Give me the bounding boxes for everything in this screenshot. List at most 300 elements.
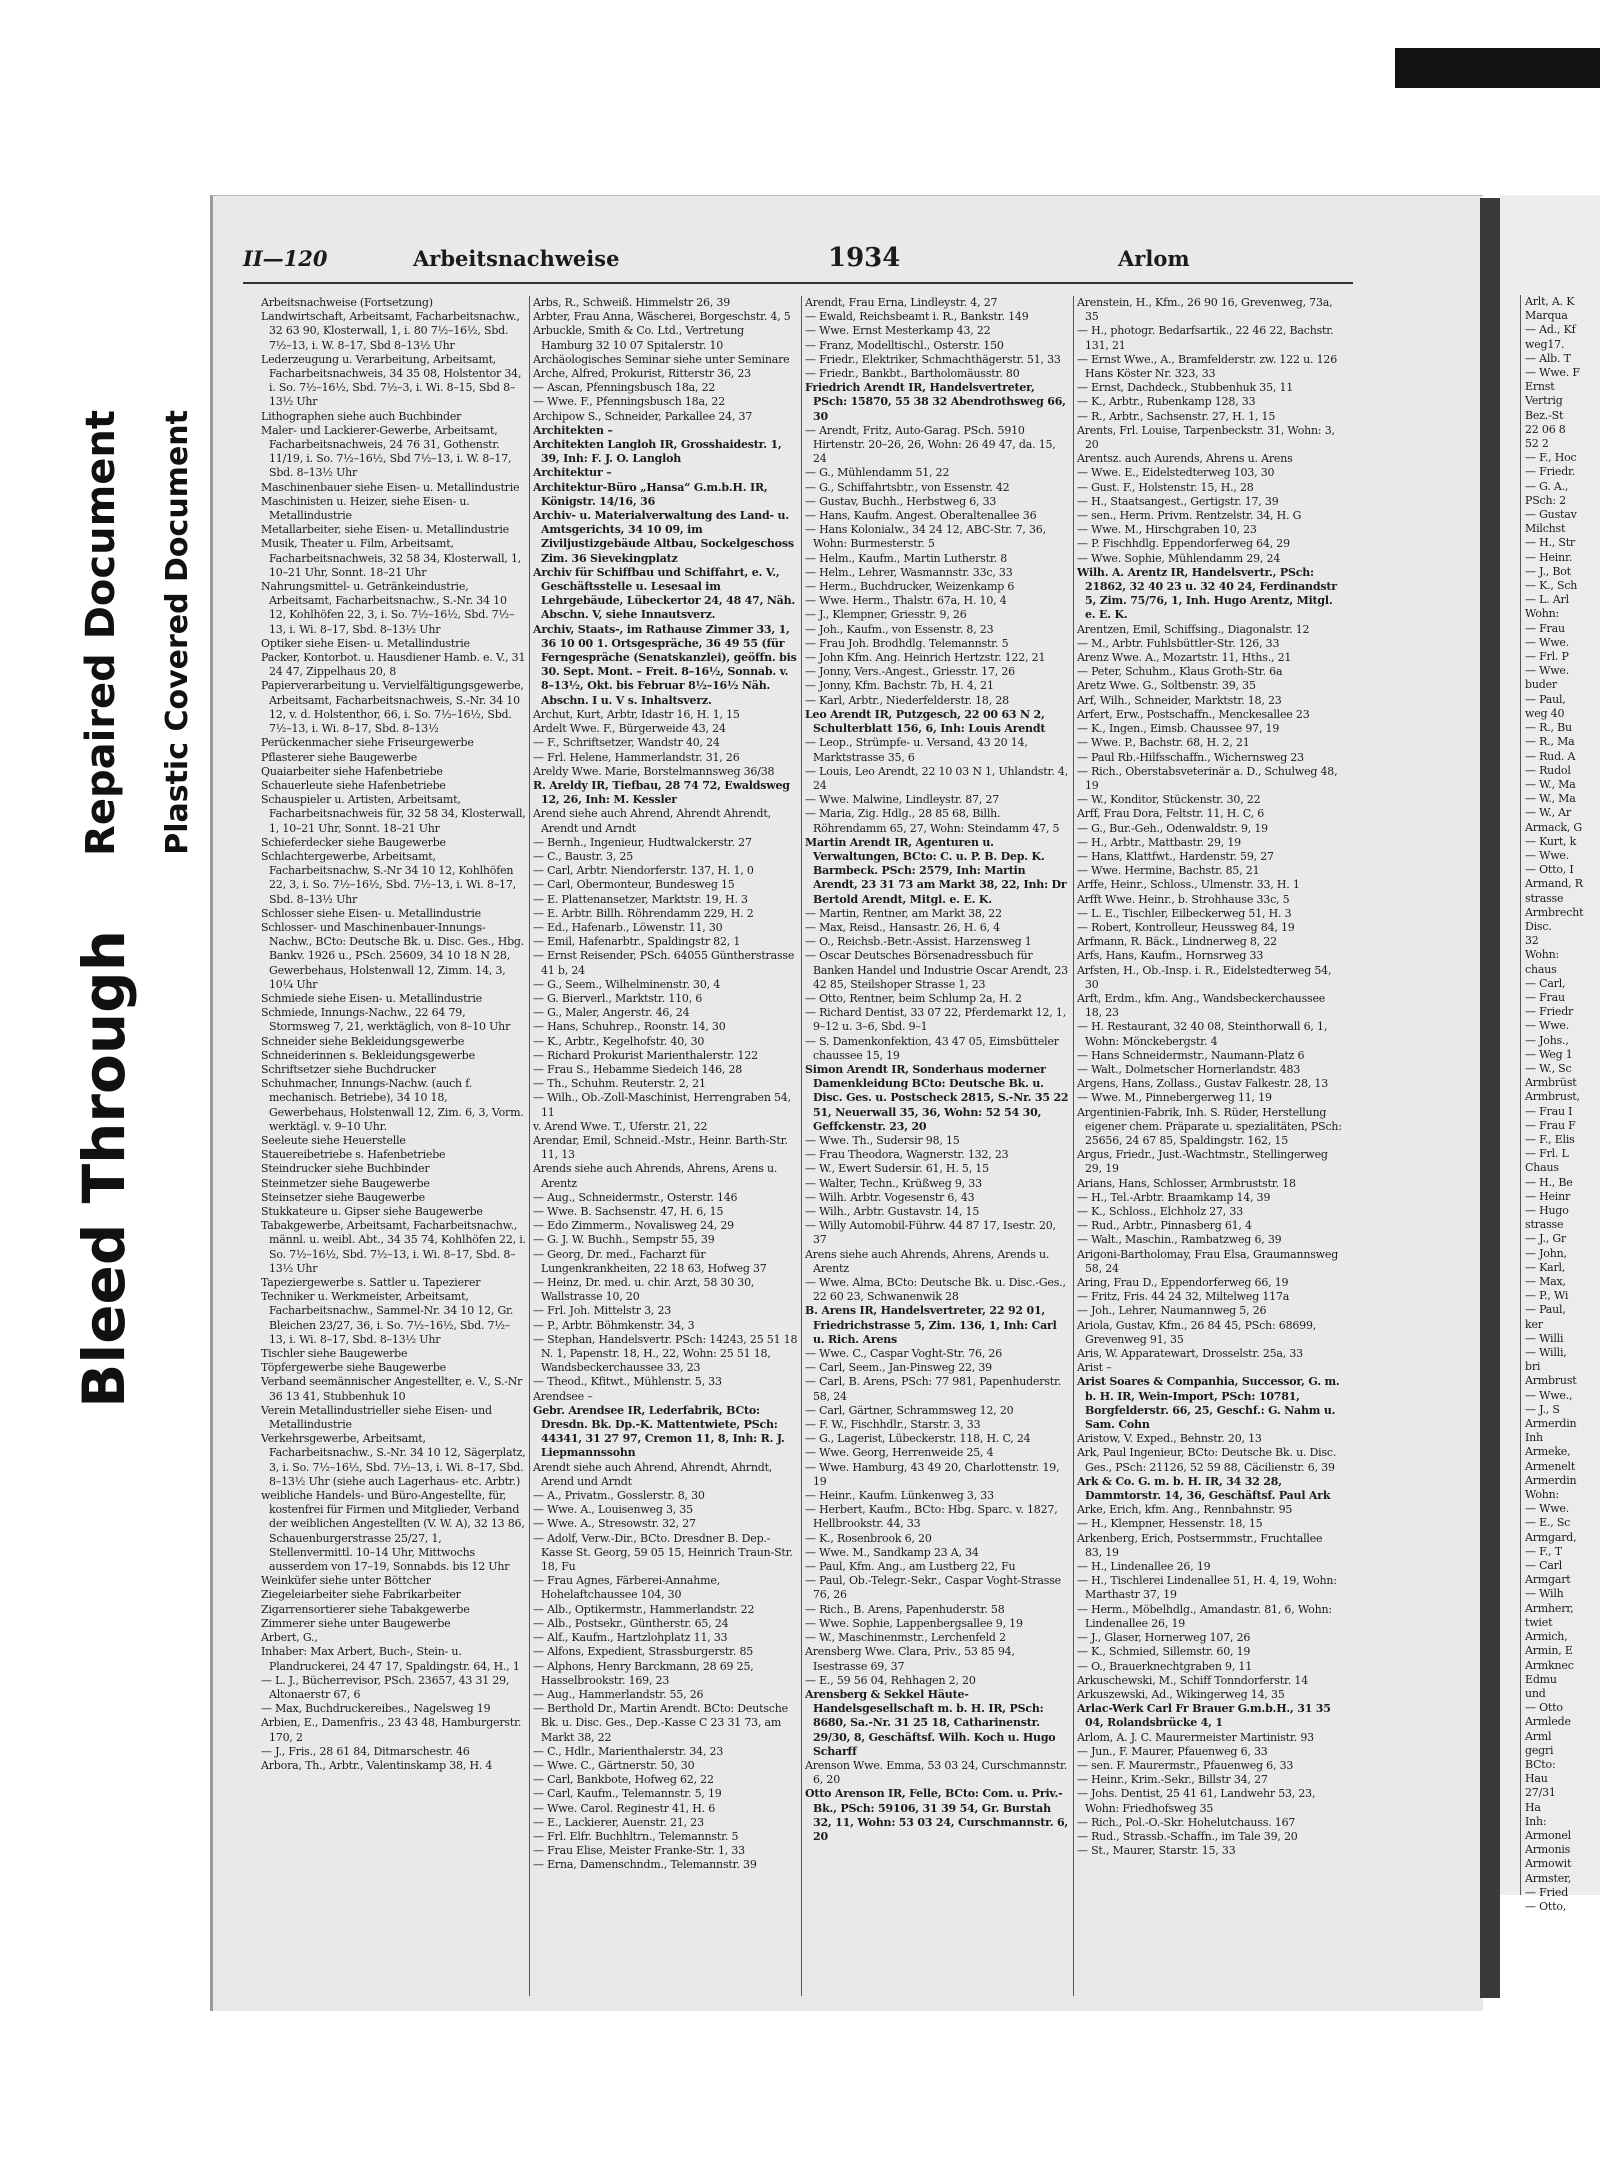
column-divider — [801, 296, 802, 1996]
directory-entry: Arfmann, R. Bäck., Lindnerweg 8, 22 — [1077, 935, 1277, 949]
directory-entry: — Wwe. Hamburg, 43 49 20, Charlottenstr. 19, 19 — [805, 1460, 1060, 1488]
directory-entry: Argens, Hans, Zollass., Gustav Falkestr. 28, 13 — [1077, 1077, 1329, 1091]
directory-entry: Arenz Wwe. A., Mozartstr. 11, Hths., 21 — [1077, 651, 1292, 665]
adjacent-page-line: — Rudol — [1525, 763, 1571, 777]
adjacent-page-line: — F., Hoc — [1525, 451, 1577, 465]
directory-entry: Arents, Frl. Louise, Tarpenbeckstr. 31, Wohn: 3, 20 — [1077, 423, 1335, 452]
directory-entry: Tischler siehe Baugewerbe — [261, 1347, 408, 1361]
adjacent-page-line: — Otto — [1525, 1701, 1563, 1715]
directory-entry: R. Areldy IR, Tiefbau, 28 74 72, Ewaldsweg 12, 26, Inh: M. Kessler — [533, 778, 790, 807]
directory-entry: — Theod., Kfitwt., Mühlenstr. 5, 33 — [533, 1375, 722, 1389]
directory-entry: Perückenmacher siehe Friseurgewerbe — [261, 736, 474, 750]
directory-entry: — Richard Prokurist Marienthalerstr. 122 — [533, 1048, 758, 1062]
directory-entry: — Bernh., Ingenieur, Hudtwalckerstr. 27 — [533, 835, 752, 849]
adjacent-page-line: Milchst — [1525, 522, 1566, 536]
directory-entry: — Martin, Rentner, am Markt 38, 22 — [805, 906, 1002, 920]
directory-entry: — S. Damenkonfektion, 43 47 05, Eimsbütteler chaussee 15, 19 — [805, 1034, 1059, 1062]
directory-entry: Archäologisches Seminar siehe unter Seminare — [533, 352, 790, 366]
directory-entry: Architektur – — [533, 466, 612, 480]
adjacent-page-line: — Willi, — [1525, 1346, 1567, 1360]
directory-entry: — Wwe. M., Pinnebergerweg 11, 19 — [1077, 1091, 1272, 1105]
directory-entry: Stauereibetriebe s. Hafenbetriebe — [261, 1148, 446, 1162]
adjacent-page-line: — Wwe. — [1525, 664, 1570, 678]
adjacent-page-line: — Willi — [1525, 1331, 1564, 1345]
directory-entry: — Carl, Gärtner, Schrammsweg 12, 20 — [805, 1403, 1014, 1417]
adjacent-page-line: — Wwe., — [1525, 1388, 1573, 1402]
directory-entry: — Ewald, Reichsbeamt i. R., Bankstr. 149 — [805, 310, 1029, 324]
adjacent-page-line: — P., Wi — [1525, 1289, 1569, 1303]
adjacent-page-line: Chaus — [1525, 1161, 1559, 1175]
adjacent-page-line: 32 — [1525, 934, 1539, 948]
directory-entry: — Helm., Lehrer, Wasmannstr. 33c, 33 — [805, 565, 1013, 579]
directory-entry: — K., Ingen., Eimsb. Chaussee 97, 19 — [1077, 722, 1280, 736]
adjacent-page-line: Ha — [1525, 1800, 1541, 1814]
directory-entry: Inhaber: Max Arbert, Buch-, Stein- u. Plandruckerei, 24 47 17, Spaldingstr. 64, H., 1 — [261, 1645, 520, 1673]
directory-entry: Schneiderinnen s. Bekleidungsgewerbe — [261, 1048, 475, 1062]
directory-entry: — Rud., Arbtr., Pinnasberg 61, 4 — [1077, 1219, 1252, 1233]
adjacent-page-line: Armonel — [1525, 1828, 1571, 1842]
label-bleed-through: Bleed Through — [70, 930, 138, 1408]
directory-entry: Ariola, Gustav, Kfm., 26 84 45, PSch: 68699, Grevenweg 91, 35 — [1077, 1318, 1317, 1346]
adjacent-page-line: — Friedr — [1525, 1005, 1574, 1019]
adjacent-page-line: — Frau F — [1525, 1118, 1576, 1132]
adjacent-page-line: Armeke, — [1525, 1445, 1571, 1459]
directory-entry: — Wwe. M., Sandkamp 23 A, 34 — [805, 1545, 979, 1559]
label-plastic-covered-document: Plastic Covered Document — [160, 410, 195, 855]
directory-entry: — H., Tel.-Arbtr. Braamkamp 14, 39 — [1077, 1190, 1271, 1204]
adjacent-page-line: Disc. — [1525, 919, 1552, 933]
directory-entry: — G., Bur.-Geh., Odenwaldstr. 9, 19 — [1077, 821, 1268, 835]
directory-entry: — G., Mühlendamm 51, 22 — [805, 466, 950, 480]
directory-entry: Architekten – — [533, 423, 613, 437]
adjacent-page-line: strasse — [1525, 891, 1564, 905]
adjacent-page-line: — Frl. P — [1525, 650, 1569, 664]
directory-entry: — F., Schriftsetzer, Wandstr 40, 24 — [533, 736, 720, 750]
directory-entry: — Karl, Arbtr., Niederfelderstr. 18, 28 — [805, 693, 1009, 707]
directory-entry: Packer, Kontorbot. u. Hausdiener Hamb. e. V., 31 24 47, Zippelhaus 20, 8 — [261, 651, 526, 679]
section-title: Arbeitsnachweise — [413, 246, 620, 271]
directory-entry: — Rich., Oberstabsveterinär a. D., Schulweg 48, 19 — [1077, 764, 1338, 792]
directory-entry: — G. Bierverl., Marktstr. 110, 6 — [533, 991, 703, 1005]
directory-entry: Ark & Co. G. m. b. H. IR, 34 32 28, Dammtorstr. 14, 36, Geschäftsf. Paul Ark — [1077, 1474, 1331, 1503]
adjacent-page-line: — F., T — [1525, 1544, 1562, 1558]
adjacent-page-line: — H., Str — [1525, 536, 1575, 550]
directory-entry: — Max, Buchdruckereibes., Nagelsweg 19 — [261, 1702, 491, 1716]
directory-entry: — G. J. W. Buchh., Sempstr 55, 39 — [533, 1233, 715, 1247]
adjacent-page-line: — Friedr. — [1525, 465, 1576, 479]
adjacent-page-line: Armherr, — [1525, 1601, 1574, 1615]
directory-entry: Optiker siehe Eisen- u. Metallindustrie — [261, 636, 470, 650]
directory-entry: Töpfergewerbe siehe Baugewerbe — [261, 1361, 446, 1375]
adjacent-page-line: Armerdin — [1525, 1473, 1577, 1487]
directory-entry: — sen., Herm. Privm. Rentzelstr. 34, H. G — [1077, 509, 1302, 523]
directory-entry: — Leop., Strümpfe- u. Versand, 43 20 14, Marktstrasse 35, 6 — [805, 736, 1028, 764]
directory-entry: Tabakgewerbe, Arbeitsamt, Facharbeitsnachw., männl. u. weibl. Abt., 34 35 74, Kohlhöfen 22, i. So. 7½–16½, Sbd. 7½–13, i. Wi. 8–17, Sbd. 8–13½ Uhr — [261, 1219, 526, 1275]
adjacent-page-line: — G. A., — [1525, 479, 1569, 493]
directory-entry: Schauerleute siehe Hafenbetriebe — [261, 778, 446, 792]
directory-entry: — A., Privatm., Gosslerstr. 8, 30 — [533, 1489, 705, 1503]
directory-entry: Wilh. A. Arentz IR, Handelsvertr., PSch: 21862, 32 40 23 u. 32 40 24, Ferdinandstr 5, Zim. 75/76, 1, Inh. Hugo Arentz, Mitgl. e. E. K. — [1077, 565, 1337, 622]
directory-entry: — Carl, Arbtr. Niendorferstr. 137, H. 1, 0 — [533, 864, 754, 878]
adjacent-page-line: weg 40 — [1525, 706, 1565, 720]
adjacent-page-line: chaus — [1525, 962, 1557, 976]
directory-entry: Arkenberg, Erich, Postsermmstr., Fruchtallee 83, 19 — [1077, 1531, 1323, 1559]
adjacent-page-line: — Kurt, k — [1525, 834, 1577, 848]
adjacent-page-line: — E., Sc — [1525, 1516, 1571, 1530]
directory-entry: Arensberg Wwe. Clara, Priv., 53 85 94, Isestrasse 69, 37 — [805, 1645, 1015, 1673]
adjacent-page-line: Armbrust, — [1525, 1090, 1580, 1104]
directory-entry: — G., Seem., Wilhelminenstr. 30, 4 — [533, 977, 721, 991]
adjacent-page-line: Edmu — [1525, 1672, 1557, 1686]
directory-entry: — Frl. Elfr. Buchhltrn., Telemannstr. 5 — [533, 1829, 739, 1843]
adjacent-page-line: — Carl — [1525, 1559, 1563, 1573]
adjacent-page-line: — Wwe. F — [1525, 366, 1580, 380]
directory-entry: — C., Hdlr., Marienthalerstr. 34, 23 — [533, 1744, 724, 1758]
directory-entry: Arkuszewski, Ad., Wikingerweg 14, 35 — [1077, 1687, 1285, 1701]
directory-entry: — Stephan, Handelsvertr. PSch: 14243, 25 51 18 N. 1, Papenstr. 18, H., 22, Wohn: 25 51 18, Wandsbeckerchaussee 33, 23 — [533, 1332, 798, 1375]
directory-entry: — Robert, Kontrolleur, Heussweg 84, 19 — [1077, 920, 1295, 934]
directory-entry: Argentinien-Fabrik, Inh. S. Rüder, Herstellung eigener chem. Präparate u. spezialitäten, PSch: 25656, 24 67 85, Spaldingstr. 162, 15 — [1077, 1105, 1342, 1147]
adjacent-page-line: 27/31 — [1525, 1786, 1556, 1800]
adjacent-page-line: PSch: 2 — [1525, 493, 1566, 507]
directory-entry: — J., Glaser, Hornerweg 107, 26 — [1077, 1631, 1251, 1645]
directory-entry: Archut, Kurt, Arbtr, Idastr 16, H. 1, 15 — [533, 707, 740, 721]
directory-entry: — Johs. Dentist, 25 41 61, Landwehr 53, 23, Wohn: Friedhofsweg 35 — [1077, 1787, 1316, 1815]
directory-entry: Arche, Alfred, Prokurist, Ritterstr 36, 23 — [533, 367, 751, 381]
directory-entry: — Wwe. E., Eidelstedterweg 103, 30 — [1077, 466, 1275, 480]
directory-entry: — H., Tischlerei Lindenallee 51, H. 4, 19, Wohn: Marthastr 37, 19 — [1077, 1574, 1337, 1602]
directory-entry: — G., Schiffahrtsbtr., von Essenstr. 42 — [805, 480, 1010, 494]
directory-entry: — G., Lagerist, Lübeckerstr. 118, H. C, 24 — [805, 1432, 1031, 1446]
directory-entry: — Fritz, Fris. 44 24 32, Miltelweg 117a — [1077, 1290, 1290, 1304]
adjacent-page-line: und — [1525, 1686, 1546, 1700]
directory-entry: Arensberg & Sekkel Häute-Handelsgesellschaft m. b. H. IR, PSch: 8680, Sa.-Nr. 31 25 18, Catharinenstr. 29/30, 8, Geschäftsf. Wilh. Koch u. Hugo Scharff — [805, 1687, 1056, 1758]
page-number: II—120 — [243, 246, 328, 271]
directory-entry: — E., 59 56 04, Rehhagen 2, 20 — [805, 1673, 976, 1687]
directory-entry: — Herm., Buchdrucker, Weizenkamp 6 — [805, 580, 1015, 594]
directory-entry: — L. E., Tischler, Eilbeckerweg 51, H. 3 — [1077, 906, 1292, 920]
adjacent-page-line: Armster, — [1525, 1871, 1572, 1885]
scan-annotation-labels — [60, 410, 210, 1408]
directory-entry: Landwirtschaft, Arbeitsamt, Facharbeitsnachw., 32 63 90, Klosterwall, 1, i. 80 7½–16½, Sbd. 7½–13, i. W. 8–17, Sbd 8–13½ Uhr — [261, 310, 520, 352]
directory-entry: — Hans, Kaufm. Angest. Oberaltenallee 36 — [805, 509, 1037, 523]
directory-entry: — Alf., Kaufm., Hartzlohplatz 11, 33 — [533, 1631, 728, 1645]
directory-entry: — Alb., Postsekr., Güntherstr. 65, 24 — [533, 1616, 729, 1630]
adjacent-page-line: 22 06 8 — [1525, 422, 1566, 436]
directory-entry: — Jonny, Vers.-Angest., Griesstr. 17, 26 — [805, 665, 1015, 679]
directory-entry: Arentsz. auch Aurends, Ahrens u. Arens — [1077, 452, 1293, 466]
directory-entry: Otto Arenson IR, Felle, BCto: Com. u. Priv.-Bk., PSch: 59106, 31 39 54, Gr. Burstah 32, 11, Wohn: 53 03 24, Curschmannstr. 6, 20 — [805, 1787, 1069, 1843]
directory-entry: — Jun., F. Maurer, Pfauenweg 6, 33 — [1077, 1744, 1268, 1758]
directory-entry: — H., Klempner, Hessenstr. 18, 15 — [1077, 1517, 1263, 1531]
directory-entry: — Friedr., Bankbt., Bartholomäusstr. 80 — [805, 367, 1020, 381]
directory-entry: — Wwe. Georg, Herrenweide 25, 4 — [805, 1446, 994, 1460]
adjacent-page-line: — W., Ar — [1525, 806, 1571, 820]
adjacent-page-line: strasse — [1525, 1218, 1564, 1232]
directory-entry: — Wilh., Arbtr. Gustavstr. 14, 15 — [805, 1205, 980, 1218]
adjacent-page-line: Wohn: — [1525, 948, 1560, 962]
adjacent-page-line: — W., Ma — [1525, 777, 1576, 791]
directory-entry: — P. Fischhdlg. Eppendorferweg 64, 29 — [1077, 537, 1290, 551]
directory-entry: — W., Maschinenmstr., Lerchenfeld 2 — [805, 1631, 1006, 1645]
directory-entry: — Ernst Reisender, PSch. 64055 Güntherstrasse 41 b, 24 — [533, 949, 795, 977]
directory-entry: Arist – — [1077, 1361, 1112, 1375]
directory-entry: — K., Rosenbrook 6, 20 — [805, 1531, 932, 1545]
directory-entry: Arbora, Th., Arbtr., Valentinskamp 38, H. 4 — [261, 1758, 493, 1772]
directory-entry: Simon Arendt IR, Sonderhaus moderner Damenkleidung BCto: Deutsche Bk. u. Disc. Ges. u. Postscheck 2815, S.-Nr. 35 22 51, Neuerwall 35, 36, Wohn: 52 54 30, Geffckenstr. 23, 20 — [805, 1062, 1069, 1133]
adjacent-page-line: Armbrust — [1525, 1374, 1577, 1388]
adjacent-page-line: — Wwe. — [1525, 1502, 1570, 1516]
directory-entry: — M., Arbtr. Fuhlsbüttler-Str. 126, 33 — [1077, 636, 1280, 650]
page-header — [243, 243, 1333, 276]
directory-entry: — R., Arbtr., Sachsenstr. 27, H. 1, 15 — [1077, 409, 1276, 423]
adjacent-page-line: — H., Be — [1525, 1175, 1573, 1189]
directory-entry: — Adolf, Verw.-Dir., BCto. Dresdner B. Dep.-Kasse St. Georg, 59 05 15, Heinrich Traun-Str. 18, Fu — [533, 1531, 793, 1574]
directory-entry: Arentzen, Emil, Schiffsing., Diagonalstr. 12 — [1077, 622, 1310, 636]
directory-entry: — Frau Agnes, Färberei-Annahme, Hohelaftchaussee 104, 30 — [533, 1574, 720, 1602]
adjacent-page-line: — Wilh — [1525, 1587, 1564, 1601]
adjacent-page-line: — Karl, — [1525, 1260, 1566, 1274]
directory-entry: — Carl, Obermonteur, Bundesweg 15 — [533, 878, 735, 892]
directory-entry: Arigoni-Bartholomay, Frau Elsa, Graumannsweg 58, 24 — [1077, 1247, 1339, 1275]
adjacent-page-line: — John, — [1525, 1246, 1567, 1260]
adjacent-page-line: 52 2 — [1525, 437, 1549, 451]
adjacent-page-line: — Hugo — [1525, 1204, 1569, 1217]
directory-entry: Arbert, G., — [261, 1631, 318, 1645]
adjacent-page-line: — Heinr — [1525, 1189, 1571, 1203]
directory-entry: — G., Maler, Angerstr. 46, 24 — [533, 1006, 690, 1020]
directory-entry: — Paul, Ob.-Telegr.-Sekr., Caspar Voght-Strasse 76, 26 — [805, 1574, 1061, 1602]
directory-entry: — L. J., Bücherrevisor, PSch. 23657, 43 31 29, Altonaerstr 67, 6 — [261, 1673, 510, 1701]
directory-entry: Arendt siehe auch Ahrend, Ahrendt, Ahrndt, Arend und Arndt — [533, 1460, 773, 1488]
directory-entry: — J., Fris., 28 61 84, Ditmarschestr. 46 — [261, 1744, 470, 1758]
directory-entry: — Otto, Rentner, beim Schlump 2a, H. 2 — [805, 991, 1022, 1005]
directory-entry: — Heinr., Krim.-Sekr., Billstr 34, 27 — [1077, 1773, 1268, 1787]
directory-entry: Gebr. Arendsee IR, Lederfabrik, BCto: Dresdn. Bk. Dp.-K. Mattentwiete, PSch: 44341, 31 27 97, Cremon 11, 8, Inh: R. J. Liepmannssohn — [533, 1403, 785, 1460]
adjacent-page-line: Armich, — [1525, 1630, 1568, 1644]
adjacent-page-line: ker — [1525, 1317, 1543, 1331]
directory-entry: — Rich., Pol.-O.-Skr. Hohelutchauss. 167 — [1077, 1815, 1296, 1829]
directory-entry: — Wwe. M., Hirschgraben 10, 23 — [1077, 523, 1257, 537]
directory-entry: Martin Arendt IR, Agenturen u. Verwaltungen, BCto: C. u. P. B. Dep. K. Barmbeck. PSch: 2579, Inh: Martin Arendt, 23 31 73 am Markt 38, 22, Inh: Dr Bertold Arendt, Mitgl. e. E. K. — [805, 835, 1067, 906]
directory-entry: Arfert, Erw., Postschaffn., Menckesallee 23 — [1077, 707, 1310, 721]
directory-entry: Schneider siehe Bekleidungsgewerbe — [261, 1034, 465, 1048]
directory-entry: — Wwe. Herm., Thalstr. 67a, H. 10, 4 — [805, 594, 1007, 608]
directory-entry: — Friedr., Elektriker, Schmachthägerstr. 51, 33 — [805, 352, 1061, 366]
directory-entry: — Ernst, Dachdeck., Stubbenhuk 35, 11 — [1077, 381, 1294, 395]
directory-entry: Arist Soares & Companhia, Successor, G. m. b. H. IR, Wein-Import, PSch: 10781, Borgfelderstr. 66, 25, Geschf.: G. Nahm u. Sam. Cohn — [1077, 1375, 1340, 1432]
directory-entry: — H., Staatsangest., Gertigstr. 17, 39 — [1077, 494, 1279, 508]
directory-entry: — H., Lindenallee 26, 19 — [1077, 1560, 1211, 1574]
directory-entry: Maler- und Lackierer-Gewerbe, Arbeitsamt, Facharbeitsnachweis, 24 76 31, Gothenstr. 11/19, i. So. 7½–16½, Sbd 7½–13, i. W. 8–17, Sbd. 8–13½ Uhr — [261, 423, 512, 480]
adjacent-page-line: bri — [1525, 1360, 1541, 1374]
directory-entry: Weinküfer siehe unter Böttcher — [261, 1574, 431, 1588]
adjacent-page-line: — Gustav — [1525, 508, 1577, 522]
directory-entry: Steinmetzer siehe Baugewerbe — [261, 1176, 430, 1190]
adjacent-page-line: Armgart — [1525, 1573, 1571, 1587]
directory-entry: Argus, Friedr., Just.-Wachtmstr., Stellingerweg 29, 19 — [1077, 1148, 1328, 1176]
adjacent-page-line: — Heinr. — [1525, 550, 1573, 564]
directory-entry: — Franz, Modelltischl., Osterstr. 150 — [805, 338, 1004, 352]
directory-entry: Pflasterer siehe Baugewerbe — [261, 750, 418, 764]
directory-entry: Schriftsetzer siehe Buchdrucker — [261, 1062, 436, 1076]
directory-entry: — Alfons, Expedient, Strassburgerstr. 85 — [533, 1645, 754, 1659]
adjacent-page-line: — Frau I — [1525, 1104, 1573, 1118]
directory-entry: — K., Arbtr., Rubenkamp 128, 33 — [1077, 395, 1256, 409]
directory-entry: Arffe, Heinr., Schloss., Ulmenstr. 33, H. 1 — [1077, 878, 1300, 892]
directory-entry: — Aug., Schneidermstr., Osterstr. 146 — [533, 1190, 738, 1204]
directory-entry: — Willy Automobil-Führw. 44 87 17, Isestr. 20, 37 — [805, 1219, 1056, 1247]
adjacent-page-line: — J., Gr — [1525, 1232, 1566, 1246]
directory-entry: Schmiede siehe Eisen- u. Metallindustrie — [261, 991, 482, 1005]
adjacent-page-line: Arlt, A. K — [1525, 295, 1575, 308]
adjacent-page-line: Vertrig — [1525, 394, 1563, 408]
directory-entry: Arf, Wilh., Schneider, Marktstr. 18, 23 — [1077, 693, 1282, 707]
directory-entry: — Wilh., Ob.-Zoll-Maschinist, Herrengraben 54, 11 — [533, 1091, 791, 1119]
directory-entry: Schmiede, Innungs-Nachw., 22 64 79, Stormsweg 7, 21, werktäglich, von 8–10 Uhr — [261, 1006, 511, 1034]
directory-entry: Arens siehe auch Ahrends, Ahrens, Arends u. Arentz — [805, 1247, 1050, 1275]
adjacent-page-line: gegri — [1525, 1743, 1554, 1757]
directory-entry: — Alb., Optikermstr., Hammerlandstr. 22 — [533, 1602, 755, 1616]
directory-entry: Schlachtergewerbe, Arbeitsamt, Facharbeitsnachw, S.-Nr 34 10 12, Kohlhöfen 22, 3, i. So. 7½–16½, Sbd. 7½–13, i. Wi. 8–17, Sbd. 8–13½ Uhr — [261, 849, 516, 906]
directory-entry: — Carl, Seem., Jan-Pinsweg 22, 39 — [805, 1361, 992, 1375]
column-divider — [1073, 296, 1074, 1996]
column-divider — [529, 296, 530, 1996]
directory-entry: Verband seemännischer Angestellter, e. V., S.-Nr 36 13 41, Stubbenhuk 10 — [261, 1375, 523, 1403]
header-rule — [243, 282, 1353, 284]
directory-entry: — Wwe. C., Caspar Voght-Str. 76, 26 — [805, 1347, 1003, 1361]
directory-entry: — Georg, Dr. med., Facharzt für Lungenkrankheiten, 22 18 63, Hofweg 37 — [533, 1247, 767, 1275]
directory-entry: Steinsetzer siehe Baugewerbe — [261, 1190, 425, 1204]
directory-entry: Arbter, Frau Anna, Wäscherei, Borgeschstr. 4, 5 — [533, 310, 791, 324]
adjacent-page-line: — Carl, — [1525, 976, 1566, 990]
directory-entry: — Berthold Dr., Martin Arendt. BCto: Deutsche Bk. u. Disc. Ges., Dep.-Kasse C 23 31 73, am Markt 38, 22 — [533, 1702, 788, 1744]
directory-entry: — Hans, Schuhrep., Roonstr. 14, 30 — [533, 1020, 726, 1034]
directory-entry: — Joh., Lehrer, Naumannweg 5, 26 — [1077, 1304, 1267, 1318]
adjacent-page-line: — J., S — [1525, 1402, 1560, 1416]
directory-entry: Aring, Frau D., Eppendorferweg 66, 19 — [1077, 1276, 1289, 1290]
adjacent-page-line: — Frl. L — [1525, 1147, 1569, 1161]
directory-entry: — Erna, Damenschndm., Telemannstr. 39 — [533, 1858, 757, 1872]
directory-entry: — Ed., Hafenarb., Löwenstr. 11, 30 — [533, 920, 723, 934]
directory-entry: — Jonny, Kfm. Bachstr. 7b, H. 4, 21 — [805, 679, 994, 693]
directory-entry: — Gust. F., Holstenstr. 15, H., 28 — [1077, 480, 1254, 494]
directory-entry: — Maria, Zig. Hdlg., 28 85 68, Billh. Röhrendamm 65, 27, Wohn: Steindamm 47, 5 — [805, 807, 1060, 835]
adjacent-page-line: Armin, E — [1525, 1644, 1573, 1658]
directory-entry: — K., Schmied, Sillemstr. 60, 19 — [1077, 1645, 1251, 1659]
adjacent-page-line: — Paul, — [1525, 1303, 1566, 1317]
directory-entry: — Rud., Strassb.-Schaffn., im Tale 39, 20 — [1077, 1829, 1298, 1843]
directory-entry: Aristow, V. Exped., Behnstr. 20, 13 — [1077, 1432, 1262, 1446]
adjacent-page-line: — F., Elis — [1525, 1132, 1575, 1146]
directory-entry: — Hans Schneidermstr., Naumann-Platz 6 — [1077, 1048, 1305, 1062]
adjacent-page-line: — Otto, — [1525, 1899, 1567, 1913]
directory-entry: Arians, Hans, Schlosser, Armbruststr. 18 — [1077, 1176, 1296, 1190]
directory-entry: — Frau Joh. Brodhdlg. Telemannstr. 5 — [805, 636, 1009, 650]
directory-entry: — Gustav, Buchh., Herbstweg 6, 33 — [805, 494, 997, 508]
directory-entry: Verkehrsgewerbe, Arbeitsamt, Facharbeitsnachw., S.-Nr. 34 10 12, Sägerplatz, 3, i. So. 7½–16½, Sbd. 7½–13, i. Wi. 8–17, Sbd. 8–13½ Uhr (siehe auch Lagerhaus- etc. Arbtr.) — [261, 1432, 526, 1488]
directory-entry: — Heinz, Dr. med. u. chir. Arzt, 58 30 30, Wallstrasse 10, 20 — [533, 1276, 755, 1304]
directory-entry: — sen. F. Maurermstr., Pfauenweg 6, 33 — [1077, 1758, 1294, 1772]
directory-entry: — Wwe. Th., Sudersir 98, 15 — [805, 1133, 960, 1147]
directory-entry: — Walt., Maschin., Rambatzweg 6, 39 — [1077, 1233, 1282, 1247]
adjacent-page-line: — Johs., — [1525, 1033, 1569, 1047]
directory-entry: — Walter, Techn., Krüßweg 9, 33 — [805, 1176, 982, 1190]
adjacent-page-line: — Paul, — [1525, 692, 1566, 706]
directory-entry: Arbs, R., Schweiß. Himmelstr 26, 39 — [533, 296, 731, 309]
directory-entry: — Wwe. Malwine, Lindleystr. 87, 27 — [805, 793, 1000, 807]
directory-entry: — Th., Schuhm. Reuterstr. 2, 21 — [533, 1077, 706, 1091]
adjacent-page-line: Marqua — [1525, 309, 1568, 323]
adjacent-page-line: Inh — [1525, 1431, 1543, 1445]
adjacent-page-line: Armknec — [1525, 1658, 1574, 1672]
directory-entry: Stukkateure u. Gipser siehe Baugewerbe — [261, 1205, 483, 1218]
directory-entry: — Helm., Kaufm., Martin Lutherstr. 8 — [805, 551, 1008, 565]
directory-entry: Tapeziergewerbe s. Sattler u. Tapezierer — [261, 1276, 481, 1290]
adjacent-page-line: Arml — [1525, 1729, 1552, 1743]
directory-entry: Ark, Paul Ingenieur, BCto: Deutsche Bk. u. Disc. Ges., PSch: 21126, 52 59 88, Cäcilienstr. 6, 39 — [1077, 1446, 1337, 1474]
directory-entry: — Wwe. Sophie, Mühlendamm 29, 24 — [1077, 551, 1281, 565]
directory-entry: Arbeitsnachweise (Fortsetzung) — [261, 296, 433, 309]
column-divider — [1520, 295, 1521, 1895]
directory-entry: Nahrungsmittel- u. Getränkeindustrie, Arbeitsamt, Facharbeitsnachw., S.-Nr. 34 10 12, Kohlhöfen 22, 3, i. So. 7½–16½, Sbd. 7½–13, i. Wi. 8–17, Sbd. 8–13½ Uhr — [261, 580, 515, 636]
directory-entry: Ziegeleiarbeiter siehe Fabrikarbeiter — [261, 1588, 461, 1602]
directory-entry: — Richard Dentist, 33 07 22, Pferdemarkt 12, 1, 9–12 u. 3–6, Sbd. 9–1 — [805, 1006, 1066, 1034]
directory-entry: — Paul, Kfm. Ang., am Lustberg 22, Fu — [805, 1560, 1016, 1574]
directory-entry: — Wwe. Alma, BCto: Deutsche Bk. u. Disc.-Ges., 22 60 23, Schwanenwik 28 — [805, 1276, 1066, 1304]
directory-entry: — O., Brauerknechtgraben 9, 11 — [1077, 1659, 1253, 1673]
directory-entry: — H. Restaurant, 32 40 08, Steinthorwall 6, 1, Wohn: Mönckebergstr. 4 — [1077, 1020, 1328, 1048]
adjacent-page-line: — W., Ma — [1525, 792, 1576, 806]
directory-entry: Areldy Wwe. Marie, Borstelmannsweg 36/38 — [533, 764, 775, 778]
directory-entry: Arkuschewski, M., Schiff Tonndorferstr. 14 — [1077, 1673, 1309, 1687]
directory-entry: — C., Baustr. 3, 25 — [533, 849, 634, 863]
adjacent-page-line: — Alb. T — [1525, 351, 1571, 365]
directory-entry: Maschinisten u. Heizer, siehe Eisen- u. Metallindustrie — [261, 494, 470, 523]
directory-entry: Arenson Wwe. Emma, 53 03 24, Curschmannstr. 6, 20 — [805, 1758, 1068, 1787]
directory-entry: v. Arend Wwe. T., Uferstr. 21, 22 — [533, 1119, 708, 1133]
directory-entry: — Hans Kolonialw., 34 24 12, ABC-Str. 7, 36, Wohn: Burmesterstr. 5 — [805, 523, 1046, 551]
directory-entry: Schauspieler u. Artisten, Arbeitsamt, Facharbeitsnachweis für, 32 58 34, Klosterwall, 1, 10–21 Uhr, Sonnt. 18–21 Uhr — [261, 793, 526, 835]
adjacent-page-line: Wohn: — [1525, 607, 1560, 621]
directory-entry: Schlosser siehe Eisen- u. Metallindustrie — [261, 906, 481, 920]
directory-entry: Papierverarbeitung u. Vervielfältigungsgewerbe, Arbeitsamt, Facharbeitsnachweis, S.-Nr. 34 10 12, v. d. Holstenthor, 66, i. So. 7½–16½, Sbd. 7½–13, i. Wi. 8–17, Sbd. 8–13½ — [261, 679, 524, 736]
adjacent-page-line: — Rud. A — [1525, 749, 1576, 763]
directory-entry: — Herm., Möbelhdlg., Amandastr. 81, 6, Wohn: Lindenallee 26, 19 — [1077, 1602, 1332, 1630]
directory-entry: Schlosser- und Maschinenbauer-Innungs-Nachw., BCto: Deutsche Bk. u. Disc. Ges., Hbg. Bankv. 1926 u., PSch. 25609, 34 10 18 N 28, Gewerbehaus, Holstenwall 12, Zimm. 14, 3, 10¼ Uhr — [261, 920, 525, 991]
directory-entry: Metallarbeiter, siehe Eisen- u. Metallindustrie — [261, 523, 509, 537]
directory-entry: — Rich., B. Arens, Papenhuderstr. 58 — [805, 1602, 1005, 1616]
adjacent-page-line: Armenelt — [1525, 1459, 1576, 1473]
directory-entry: — Wwe. A., Stresowstr. 32, 27 — [533, 1517, 696, 1531]
directory-entry: — Wwe. B. Sachsenstr. 47, H. 6, 15 — [533, 1205, 724, 1218]
year: 1934 — [828, 243, 901, 273]
adjacent-page-line: Armonis — [1525, 1843, 1571, 1857]
directory-entry: — Heinr., Kaufm. Lünkenweg 3, 33 — [805, 1489, 994, 1503]
directory-entry: — Joh., Kaufm., von Essenstr. 8, 23 — [805, 622, 994, 636]
directory-entry: — E. Arbtr. Billh. Röhrendamm 229, H. 2 — [533, 906, 754, 920]
directory-entry: — Edo Zimmerm., Novalisweg 24, 29 — [533, 1219, 734, 1233]
directory-entry: — F. W., Fischhdlr., Starstr. 3, 33 — [805, 1418, 981, 1432]
column-4 — [1077, 296, 1342, 1996]
directory-entry: — Wwe. P., Bachstr. 68, H. 2, 21 — [1077, 736, 1250, 750]
directory-entry: Arfsten, H., Ob.-Insp. i. R., Eidelstedterweg 54, 30 — [1077, 963, 1332, 991]
directory-entry: Musik, Theater u. Film, Arbeitsamt, Facharbeitsnachweis, 32 58 34, Klosterwall, 1, 10–21 Uhr, Sonnt. 18–21 Uhr — [261, 537, 522, 579]
directory-entry: — Wwe. C., Gärtnerstr. 50, 30 — [533, 1758, 695, 1772]
directory-entry: — John Kfm. Ang. Heinrich Hertzstr. 122, 21 — [805, 651, 1046, 665]
directory-entry: Zimmerer siehe unter Baugewerbe — [261, 1616, 451, 1630]
column-1 — [261, 296, 526, 1996]
